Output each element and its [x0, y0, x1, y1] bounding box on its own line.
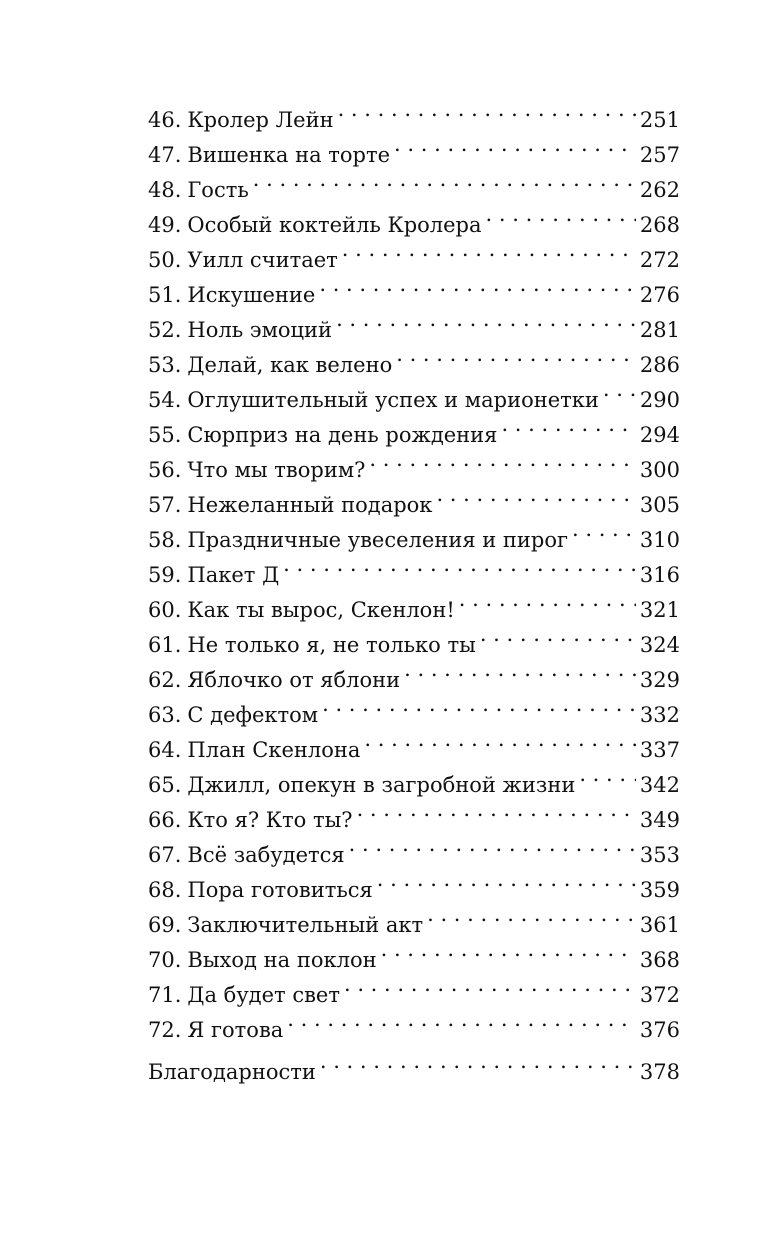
dot-leader	[480, 617, 636, 652]
chapter-number: 66.	[148, 808, 182, 832]
chapter-title: Особый коктейль Кролера	[187, 213, 482, 237]
chapter-number: 51.	[148, 283, 182, 307]
chapter-title: Оглушительный успех и марионетки	[187, 388, 599, 412]
chapter-number: 68.	[148, 878, 182, 902]
chapter-number: 60.	[148, 598, 182, 622]
dot-leader	[459, 582, 636, 617]
page-number: 294	[639, 423, 680, 447]
chapter-title: Вишенка на торте	[187, 143, 391, 167]
chapter-number: 67.	[148, 843, 182, 867]
page-number: 342	[639, 773, 680, 797]
chapter-title: Не только я, не только ты	[187, 633, 476, 657]
chapter-title: Нежеланный подарок	[187, 493, 433, 517]
chapter-number: 48.	[148, 178, 182, 202]
chapter-number: 59.	[148, 563, 182, 587]
chapter-title: Праздничные увеселения и пирог	[187, 528, 568, 552]
dot-leader	[394, 127, 636, 162]
chapter-title: Кролер Лейн	[187, 108, 334, 132]
chapter-title: Уилл считает	[187, 248, 338, 272]
section-title: Благодарности	[148, 1060, 316, 1084]
dot-leader	[320, 1044, 636, 1079]
page-number: 349	[639, 808, 680, 832]
chapter-title: Что мы творим?	[187, 458, 366, 482]
dot-leader	[579, 757, 636, 792]
dot-leader	[342, 232, 636, 267]
chapter-title: Пора готовиться	[187, 878, 373, 902]
chapter-number: 46.	[148, 108, 182, 132]
page-number: 281	[639, 318, 680, 342]
dot-leader	[486, 197, 636, 232]
chapter-title: Делай, как велено	[187, 353, 393, 377]
chapter-title: Сюрприз на день рождения	[187, 423, 498, 447]
page-number: 305	[639, 493, 680, 517]
chapter-number: 63.	[148, 703, 182, 727]
dot-leader	[377, 862, 636, 897]
page-number: 332	[639, 703, 680, 727]
dot-leader	[404, 652, 636, 687]
chapter-number: 61.	[148, 633, 182, 657]
dot-leader	[572, 512, 636, 547]
page-number: 361	[639, 913, 680, 937]
chapter-title: Искушение	[187, 283, 316, 307]
dot-leader	[336, 302, 636, 337]
chapter-number: 65.	[148, 773, 182, 797]
chapter-number: 69.	[148, 913, 182, 937]
chapter-number: 50.	[148, 248, 182, 272]
page-number: 310	[639, 528, 680, 552]
page-number: 251	[639, 108, 680, 132]
toc-entry-acknowledgements[interactable]	[148, 1044, 680, 1084]
dot-leader	[364, 722, 636, 757]
dot-leader	[427, 897, 636, 932]
chapter-title: Я готова	[187, 1018, 284, 1042]
page-number: 376	[639, 1018, 680, 1042]
chapter-title: Джилл, опекун в загробной жизни	[187, 773, 576, 797]
chapter-title: План Скенлона	[187, 738, 361, 762]
page-number: 368	[639, 948, 680, 972]
dot-leader	[283, 547, 636, 582]
chapter-number: 62.	[148, 668, 182, 692]
chapter-title: Да будет свет	[187, 983, 340, 1007]
dot-leader	[253, 162, 636, 197]
chapter-title: Как ты вырос, Скенлон!	[187, 598, 455, 622]
dot-leader	[501, 407, 635, 442]
page-number: 272	[639, 248, 680, 272]
chapter-title: Ноль эмоций	[187, 318, 333, 342]
chapter-number: 56.	[148, 458, 182, 482]
page-number: 268	[639, 213, 680, 237]
dot-leader	[319, 267, 636, 302]
chapter-title: Заключительный акт	[187, 913, 424, 937]
chapter-number: 49.	[148, 213, 182, 237]
chapter-number: 72.	[148, 1018, 182, 1042]
dot-leader	[381, 932, 636, 967]
chapter-title: Кто я? Кто ты?	[187, 808, 353, 832]
chapter-number: 52.	[148, 318, 182, 342]
chapter-number: 55.	[148, 423, 182, 447]
page-number: 353	[639, 843, 680, 867]
chapter-title: Выход на поклон	[187, 948, 377, 972]
dot-leader	[349, 827, 636, 862]
page-number: 321	[639, 598, 680, 622]
chapter-number: 53.	[148, 353, 182, 377]
page-number: 378	[639, 1060, 680, 1084]
chapter-title: Пакет Д	[187, 563, 280, 587]
chapter-number: 70.	[148, 948, 182, 972]
page-number: 262	[639, 178, 680, 202]
page-number: 257	[639, 143, 680, 167]
table-of-contents	[148, 92, 680, 1084]
dot-leader	[396, 337, 636, 372]
chapter-title: Гость	[187, 178, 249, 202]
dot-leader	[287, 1002, 636, 1037]
page-number: 290	[639, 388, 680, 412]
chapter-title: С дефектом	[187, 703, 319, 727]
dot-leader	[344, 967, 636, 1002]
page-number: 337	[639, 738, 680, 762]
page-number: 329	[639, 668, 680, 692]
chapter-number: 57.	[148, 493, 182, 517]
chapter-number: 58.	[148, 528, 182, 552]
dot-leader	[338, 92, 636, 127]
dot-leader	[369, 442, 635, 477]
page-number: 286	[639, 353, 680, 377]
page-number: 316	[639, 563, 680, 587]
dot-leader	[603, 372, 636, 407]
page-number: 276	[639, 283, 680, 307]
chapter-title: Яблочко от яблони	[187, 668, 401, 692]
dot-leader	[436, 477, 635, 512]
chapter-number: 64.	[148, 738, 182, 762]
chapter-number: 71.	[148, 983, 182, 1007]
page-number: 359	[639, 878, 680, 902]
chapter-number: 54.	[148, 388, 182, 412]
page-number: 372	[639, 983, 680, 1007]
chapter-title: Всё забудется	[187, 843, 345, 867]
chapter-number: 47.	[148, 143, 182, 167]
dot-leader	[357, 792, 636, 827]
page-number: 324	[639, 633, 680, 657]
dot-leader	[322, 687, 636, 722]
toc-entry[interactable]	[148, 92, 680, 132]
page-number: 300	[639, 458, 680, 482]
